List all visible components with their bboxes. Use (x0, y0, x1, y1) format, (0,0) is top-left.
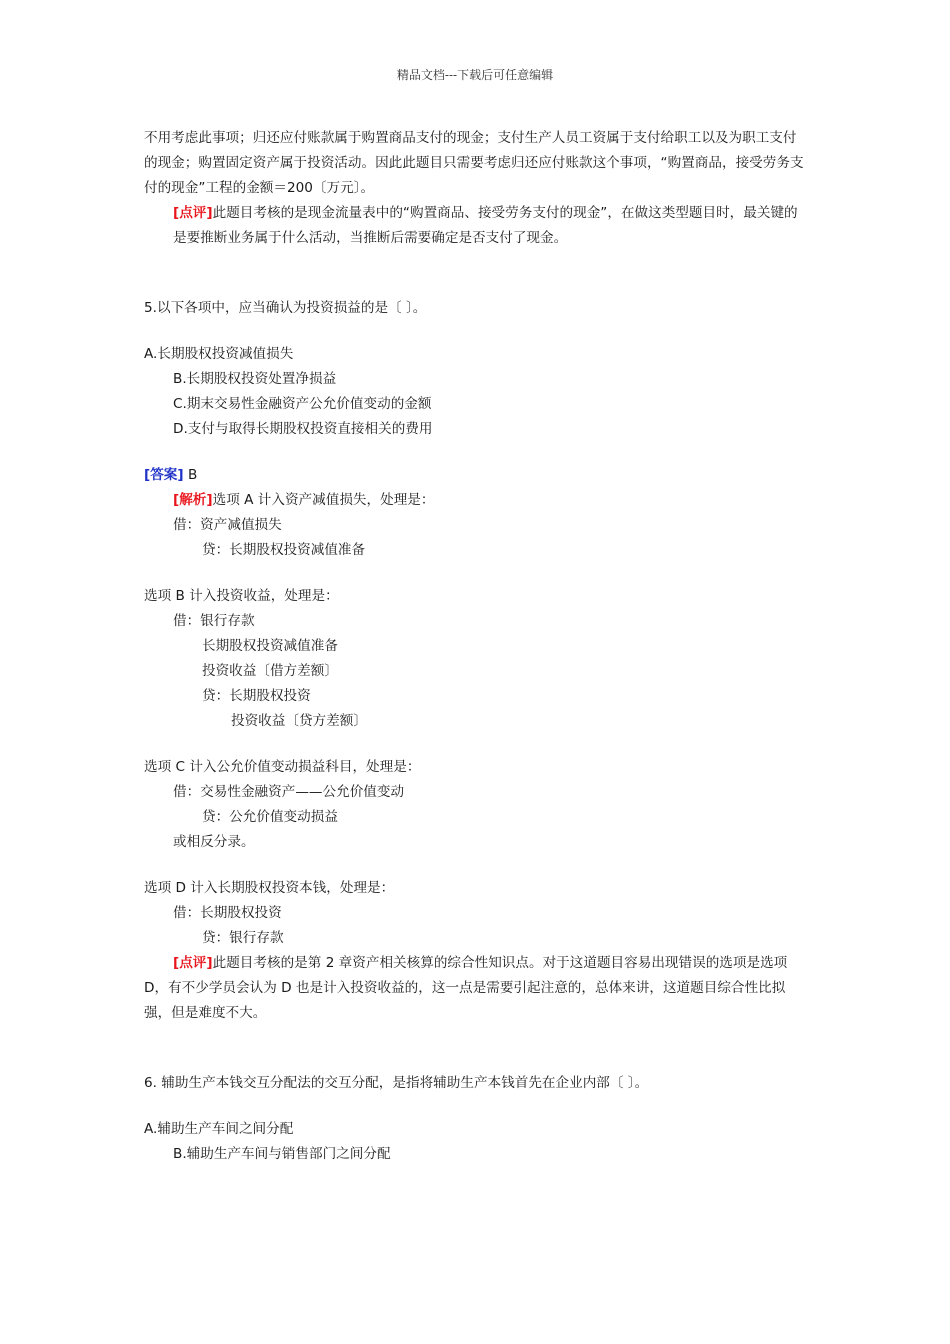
comment-text: 此题目考核的是第 2 章资产相关核算的综合性知识点。对于这道题目容易出现错误的选项是选项 D，有不少学员会认为 D 也是计入投资收益的，这一点是需要引起注意的，总体来讲，这道题目综合性比拟强，但是难度不大。 (144, 955, 788, 1021)
q5-analysis (144, 488, 808, 513)
q6-option-b: B.辅助生产车间与销售部门之间分配 (173, 1146, 391, 1162)
d-intro: 选项 D 计入长期股权投资本钱，处理是： (144, 880, 395, 896)
q5-question: 5.以下各项中，应当确认为投资损益的是〔 〕。 (144, 300, 427, 316)
c-credit: 贷：公允价值变动损益 (202, 809, 338, 825)
c-reverse: 或相反分录。 (173, 834, 255, 850)
d-credit: 贷：银行存款 (202, 930, 284, 946)
document-body (144, 126, 808, 1167)
comment-tag: [点评] (173, 205, 213, 221)
a-debit: 借：资产减值损失 (173, 517, 282, 533)
b-intro: 选项 B 计入投资收益，处理是： (144, 588, 339, 604)
answer-value: B (183, 467, 198, 483)
q5-option-b: B.长期股权投资处置净损益 (173, 371, 337, 387)
c-intro: 选项 C 计入公允价值变动损益科目，处理是： (144, 759, 421, 775)
intro-comment (144, 201, 808, 251)
b-line2: 长期股权投资减值准备 (202, 638, 338, 654)
d-debit: 借：长期股权投资 (173, 905, 282, 921)
c-debit: 借：交易性金融资产——公允价值变动 (173, 784, 405, 800)
q6-option-a: A.辅助生产车间之间分配 (144, 1121, 294, 1137)
page-header: 精品文档---下载后可任意编辑 (396, 68, 554, 82)
b-line5: 投资收益〔贷方差额〕 (231, 713, 367, 729)
intro-paragraph: 不用考虑此事项；归还应付账款属于购置商品支付的现金；支付生产人员工资属于支付给职工以及为职工支付的现金；购置固定资产属于投资活动。因此此题目只需要考虑归还应付账款这个事项，“购置商品，接受劳务支付的现金”工程的金额＝200〔万元〕。 (144, 130, 804, 196)
b-debit: 借：银行存款 (173, 613, 255, 629)
q5-answer (144, 463, 808, 488)
b-credit: 贷：长期股权投资 (202, 688, 311, 704)
comment-tag: [点评] (173, 955, 213, 971)
answer-tag: [答案] (144, 467, 184, 483)
comment-text: 此题目考核的是现金流量表中的“购置商品、接受劳务支付的现金”，在做这类型题目时，最关键的是要推断业务属于什么活动，当推断后需要确定是否支付了现金。 (173, 205, 798, 246)
q5-option-d: D.支付与取得长期股权投资直接相关的费用 (173, 421, 433, 437)
q5-comment (144, 951, 808, 1026)
analysis-a-intro: 选项 A 计入资产减值损失，处理是： (212, 492, 435, 508)
b-line3: 投资收益〔借方差额〕 (202, 663, 338, 679)
a-credit: 贷：长期股权投资减值准备 (202, 542, 366, 558)
q5-option-c: C.期末交易性金融资产公允价值变动的金额 (173, 396, 432, 412)
q5-option-a: A.长期股权投资减值损失 (144, 346, 294, 362)
q6-question: 6. 辅助生产本钱交互分配法的交互分配，是指将辅助生产本钱首先在企业内部〔 〕。 (144, 1075, 649, 1091)
analysis-tag: [解析] (173, 492, 213, 508)
